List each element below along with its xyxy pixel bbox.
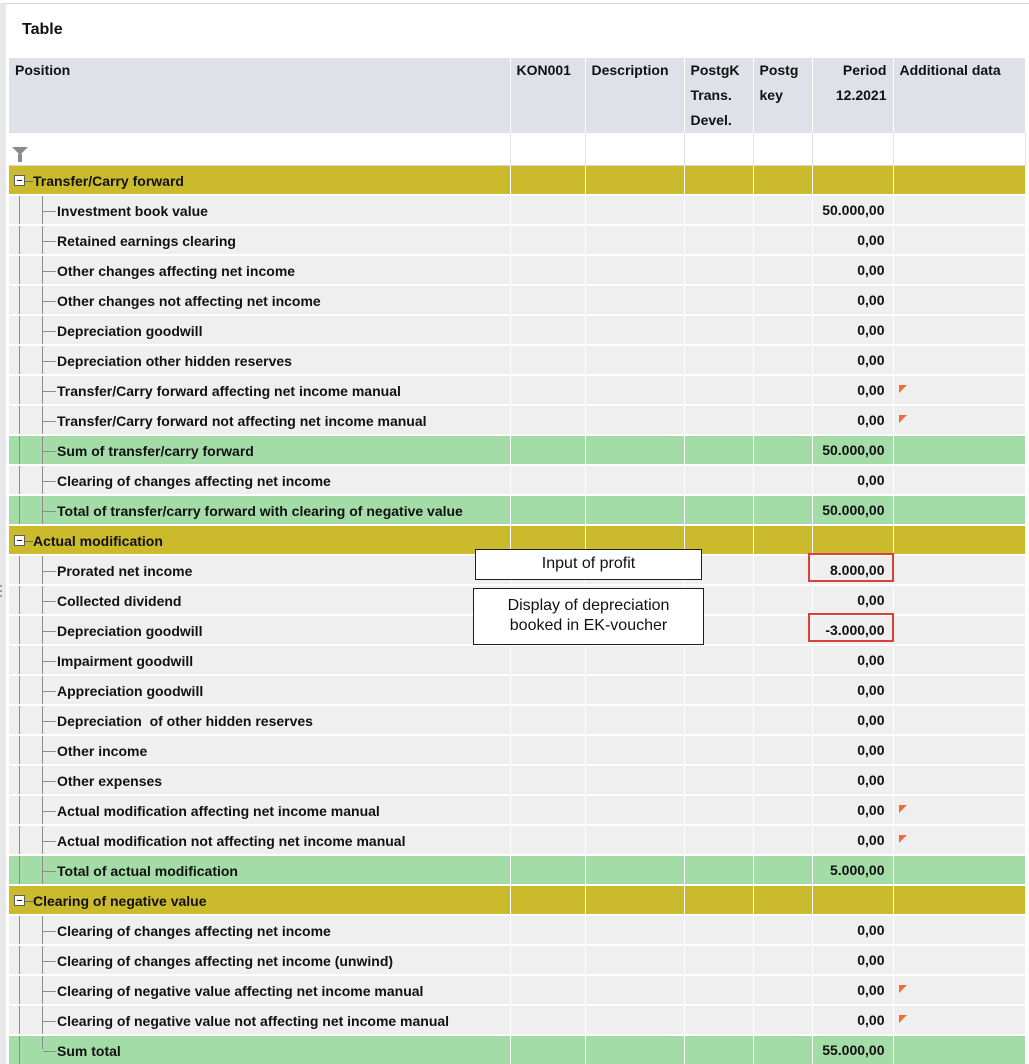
period-value: 5.000,00	[812, 855, 893, 885]
highlight-depreciation-value	[808, 613, 894, 642]
row-label: Other changes affecting net income	[57, 263, 296, 279]
manual-flag-icon[interactable]	[899, 805, 907, 813]
period-value: 55.000,00	[812, 1035, 893, 1064]
period-value	[812, 165, 893, 195]
table-row[interactable]	[9, 915, 1025, 945]
filter-cell-period[interactable]	[812, 133, 893, 165]
row-label: Depreciation goodwill	[57, 623, 203, 639]
filter-cell-position[interactable]	[9, 133, 510, 165]
row-label: Actual modification not affecting net income manual	[57, 833, 406, 849]
period-value[interactable]: 0,00	[812, 315, 893, 345]
filter-row	[9, 133, 1025, 165]
table-row[interactable]	[9, 735, 1025, 765]
sum-row[interactable]	[9, 495, 1025, 525]
collapse-toggle-icon[interactable]	[14, 175, 25, 186]
period-value[interactable]: 0,00	[812, 645, 893, 675]
callout-text-line1: Display of depreciation	[507, 597, 670, 614]
period-value[interactable]: 0,00	[812, 405, 893, 435]
callout-depreciation	[473, 588, 704, 645]
table-row[interactable]	[9, 1005, 1025, 1035]
period-value[interactable]: 0,00	[812, 285, 893, 315]
period-value[interactable]: 0,00	[812, 1005, 893, 1035]
table-row[interactable]	[9, 225, 1025, 255]
row-label: Clearing of changes affecting net income (unwind)	[57, 953, 394, 969]
sum-row[interactable]	[9, 1035, 1025, 1064]
filter-cell-postg-key[interactable]	[753, 133, 812, 165]
row-label: Impairment goodwill	[57, 653, 194, 669]
period-value[interactable]: 8.000,00	[812, 555, 893, 585]
period-value[interactable]: 0,00	[812, 915, 893, 945]
period-value[interactable]: 0,00	[812, 375, 893, 405]
table-row[interactable]	[9, 465, 1025, 495]
table-row[interactable]	[9, 345, 1025, 375]
table-row[interactable]	[9, 825, 1025, 855]
period-value[interactable]: 0,00	[812, 975, 893, 1005]
group-row-transfer[interactable]	[9, 165, 1025, 195]
manual-flag-icon[interactable]	[899, 985, 907, 993]
group-label: Clearing of negative value	[33, 893, 207, 909]
row-label: Actual modification affecting net income manual	[57, 803, 380, 819]
period-value	[812, 525, 893, 555]
row-label: Depreciation goodwill	[57, 323, 203, 339]
column-header-position[interactable]: Position	[9, 58, 510, 133]
row-label: Clearing of negative value affecting net income manual	[57, 983, 424, 999]
manual-flag-icon[interactable]	[899, 1015, 907, 1023]
row-label: Transfer/Carry forward not affecting net income manual	[57, 413, 427, 429]
header-row	[9, 58, 1025, 133]
period-value: 50.000,00	[812, 435, 893, 465]
manual-flag-icon[interactable]	[899, 415, 907, 423]
row-label: Prorated net income	[57, 563, 193, 579]
period-value[interactable]: 0,00	[812, 945, 893, 975]
row-label: Total of transfer/carry forward with clearing of negative value	[57, 503, 463, 519]
panel-title: Table	[22, 21, 63, 38]
table-row[interactable]	[9, 285, 1025, 315]
top-border	[0, 3, 1029, 4]
callout-text-line2: booked in EK-voucher	[509, 617, 668, 634]
filter-cell-additional[interactable]	[893, 133, 1025, 165]
column-header-postg-key[interactable]: Postg key	[753, 58, 812, 133]
period-value[interactable]: 0,00	[812, 735, 893, 765]
table-row[interactable]	[9, 195, 1025, 225]
period-value[interactable]: 0,00	[812, 465, 893, 495]
collapse-toggle-icon[interactable]	[14, 535, 25, 546]
period-value[interactable]: 0,00	[812, 225, 893, 255]
row-label: Total of actual modification	[57, 863, 238, 879]
period-value[interactable]: 0,00	[812, 795, 893, 825]
period-value[interactable]: 0,00	[812, 585, 893, 615]
row-label: Depreciation other hidden reserves	[57, 353, 292, 369]
row-label: Other income	[57, 743, 148, 759]
group-label: Actual modification	[33, 533, 163, 549]
resize-handle[interactable]	[0, 585, 3, 599]
table-row[interactable]	[9, 705, 1025, 735]
row-label: Transfer/Carry forward affecting net income manual	[57, 383, 401, 399]
row-label: Investment book value	[57, 203, 208, 219]
row-label: Clearing of changes affecting net income	[57, 923, 331, 939]
column-header-additional-data[interactable]: Additional data	[893, 58, 1025, 133]
column-header-postgk[interactable]: PostgK Trans. Devel.	[684, 58, 753, 133]
table-row[interactable]	[9, 795, 1025, 825]
filter-icon[interactable]	[12, 147, 28, 155]
group-row-clearing-negative[interactable]	[9, 885, 1025, 915]
filter-cell-kon001[interactable]	[510, 133, 585, 165]
table-row[interactable]	[9, 255, 1025, 285]
period-value[interactable]: 0,00	[812, 825, 893, 855]
table-row[interactable]	[9, 315, 1025, 345]
period-value[interactable]: -3.000,00	[812, 615, 893, 645]
row-label: Clearing of changes affecting net income	[57, 473, 331, 489]
table-row[interactable]	[9, 645, 1025, 675]
period-value: 50.000,00	[812, 495, 893, 525]
table-row[interactable]	[9, 945, 1025, 975]
period-value[interactable]: 0,00	[812, 345, 893, 375]
callout-text: Input of profit	[541, 555, 636, 572]
row-label: Other changes not affecting net income	[57, 293, 321, 309]
callout-input-of-profit	[475, 549, 702, 580]
filter-cell-description[interactable]	[585, 133, 684, 165]
table-row[interactable]	[9, 405, 1025, 435]
row-label: Collected dividend	[57, 593, 182, 609]
group-label: Transfer/Carry forward	[33, 172, 184, 189]
highlight-profit-value	[808, 553, 894, 582]
row-label: Sum of transfer/carry forward	[57, 443, 254, 459]
row-label: Other expenses	[57, 773, 163, 789]
table-row[interactable]	[9, 765, 1025, 795]
sum-row[interactable]	[9, 435, 1025, 465]
row-label: Depreciation of other hidden reserves	[57, 713, 313, 729]
period-value	[812, 885, 893, 915]
manual-flag-icon[interactable]	[899, 385, 907, 393]
table-row[interactable]	[9, 675, 1025, 705]
period-value[interactable]: 50.000,00	[812, 195, 893, 225]
sum-row[interactable]	[9, 855, 1025, 885]
filter-cell-postgk[interactable]	[684, 133, 753, 165]
row-label: Appreciation goodwill	[57, 683, 204, 699]
table-row[interactable]	[9, 375, 1025, 405]
left-border	[0, 3, 6, 1064]
collapse-toggle-icon[interactable]	[14, 895, 25, 906]
period-value[interactable]: 0,00	[812, 675, 893, 705]
period-value[interactable]: 0,00	[812, 705, 893, 735]
column-header-kon001[interactable]: KON001	[510, 58, 585, 133]
row-label: Clearing of negative value not affecting net income manual	[57, 1013, 450, 1029]
row-label: Sum total	[57, 1043, 121, 1059]
period-value[interactable]: 0,00	[812, 255, 893, 285]
period-value[interactable]: 0,00	[812, 765, 893, 795]
column-header-period[interactable]: Period 12.2021	[812, 58, 893, 133]
table-row[interactable]	[9, 975, 1025, 1005]
manual-flag-icon[interactable]	[899, 835, 907, 843]
row-label: Retained earnings clearing	[57, 233, 236, 249]
column-header-description[interactable]: Description	[585, 58, 684, 133]
